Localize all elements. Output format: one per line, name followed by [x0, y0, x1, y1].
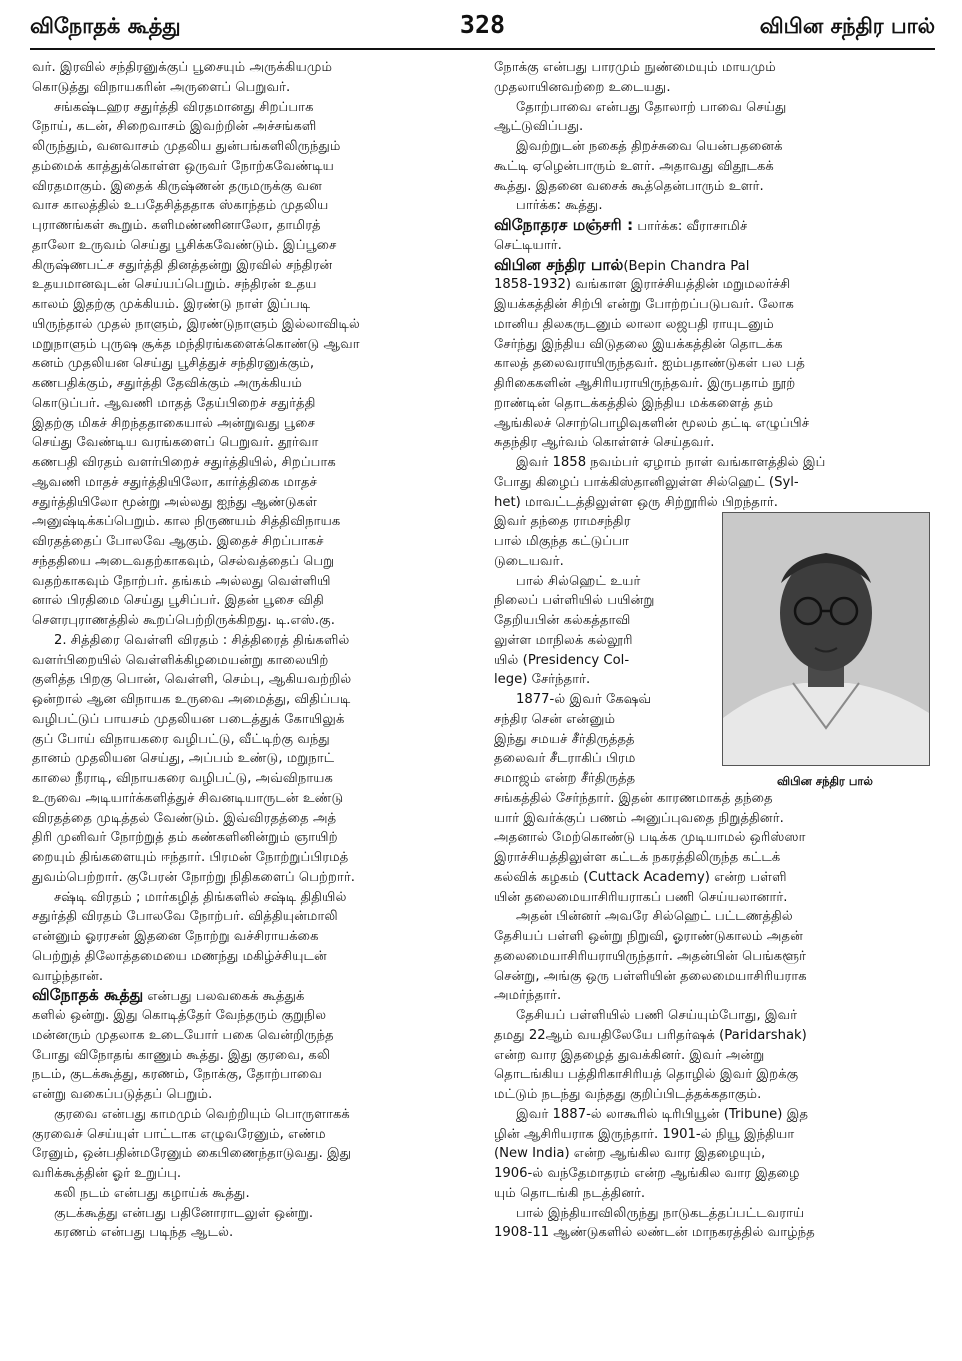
- text-line: கரணம் என்பது படிந்த ஆடல்.: [54, 1225, 234, 1241]
- text-line: லுள்ள மாநிலக் கல்லூரி: [494, 632, 633, 648]
- text-line: குடக்கூத்து என்பது பதினோராடலுள் ஒன்று.: [54, 1205, 314, 1221]
- headword: விநோதரச மஞ்சரி :: [494, 216, 634, 234]
- text-line: புராணங்கள் கூறும். களிமண்ணினாலோ, தாமிரத்: [32, 218, 321, 233]
- entry-text: என்பது பலவகைக் கூத்துக்: [143, 989, 305, 1005]
- text-line: யிருந்தால் முதல் நாளும், இரண்டுநாளும் இல்லாவிடில்: [32, 316, 360, 332]
- text-line: போது கிழைப் பாக்கிஸ்தானிலுள்ள சில்ஹெட் (Syl-: [494, 474, 799, 490]
- text-line: குப் போய் விநாயகரை வழிபட்டு, வீட்டிற்கு வந்து: [32, 731, 330, 747]
- text-line: பார்க்க: கூத்து.: [516, 198, 603, 214]
- text-line: இவர் தந்தை ராமசந்திர: [494, 514, 631, 530]
- entry-bipin-chandra-pal-continued: [494, 789, 930, 1243]
- text-line: சங்கத்தில் சேர்ந்தார். இதன் காரணமாகத் தந்தை: [494, 790, 773, 806]
- text-line: 2. சித்திரை வெள்ளி விரதம் : சித்திரைத் திங்களில்: [54, 632, 350, 648]
- text-line: யார் இவர்க்குப் பணம் அனுப்புவதை நிறுத்தினர்.: [494, 810, 784, 826]
- text-line: ரேனும், ஒன்பதின்மரேனும் கைபிணைந்தாடுவது. இது: [32, 1146, 352, 1162]
- text-line: வரிக்கூத்தின் ஓர் உறுப்பு.: [32, 1166, 182, 1181]
- text-line: இவர் 1887-ல் லாகூரில் டிரிபியூன் (Tribune) இத: [516, 1106, 809, 1122]
- text-line: றையும் திங்களையும் ஈந்தார். பிரமன் நோற்றுப்பிரமத்: [32, 850, 349, 865]
- text-line: யின் தலைமையாசிரியராகப் பணி செய்யலானார்.: [494, 889, 788, 905]
- headword: விநோதக் கூத்து: [32, 986, 144, 1005]
- text-line: ஆங்கிலச் சொற்பொழிவுகளின் மூலம் தட்டி எழுப்பிச்: [494, 415, 810, 431]
- entry-text: (Bepin Chandra Pal: [623, 258, 750, 274]
- text-line: கிருஷ்ணபட்ச சதுர்த்தி தினத்தன்று இரவில் சந்திரன்: [32, 257, 333, 273]
- text-line: ஆட்டுவிப்பது.: [494, 119, 584, 135]
- text-line: நடம், குடக்கூத்து, கரணம், நோக்கு, தோற்பாவை: [32, 1067, 322, 1083]
- text-line: 1908-11 ஆண்டுகளில் லண்டன் மாநகரத்தில் வாழ்ந்த: [494, 1225, 815, 1241]
- figure-block: [494, 512, 930, 789]
- text-line: காலம் இதற்கு முக்கியம். இரண்டு நாள் இப்படி: [32, 297, 311, 312]
- text-line: தோற்பாவை என்பது தோலாற் பாவை செய்து: [516, 99, 787, 115]
- text-line: தேசியப் பள்ளியில் பணி செய்யும்போது, இவர்: [516, 1008, 798, 1023]
- text-line: விரதமாகும். இதைக் கிருஷ்ணன் தருமருக்கு வன: [32, 178, 322, 194]
- text-line: யும் தொடங்கி நடத்தினர்.: [494, 1185, 646, 1201]
- entry-heading-line: [494, 256, 930, 276]
- right-column: [494, 58, 930, 1348]
- text-line: தலைவர் சீடராகிப் பிரம: [494, 751, 636, 767]
- text-line: சமாஜம் என்ற சீர்திருத்த: [494, 771, 636, 786]
- text-line: திரி முனிவர் நோற்றுத் தம் கண்களினின்றும் ஞாயிற்: [32, 830, 338, 846]
- text-line: (New India) என்ற ஆங்கில வார இதழையும்,: [494, 1146, 766, 1162]
- running-head-left: விநோதக் கூத்து: [30, 14, 181, 38]
- text-line: சங்கஷ்டஹர சதுர்த்தி விரதமானது சிறப்பாக: [54, 99, 314, 115]
- text-line: பால் மிகுந்த கட்டுப்பா: [494, 534, 629, 549]
- text-line: குரவை என்பது காமமும் வெற்றியும் பொருளாகக்: [54, 1106, 350, 1122]
- text-line: het) மாவட்டத்திலுள்ள ஒரு சிற்றூரில் பிறந்தார்.: [494, 494, 778, 510]
- text-line: குளித்த பிறகு பொன், வெள்ளி, செம்பு, ஆகியவற்றில்: [32, 672, 352, 688]
- text-line: நோக்கு என்பது பாரமும் நுண்மையும் மாயமும்: [494, 60, 776, 75]
- text-line: கூத்து. இதனை வசைக் கூத்தென்பாரும் உளர்.: [494, 178, 764, 194]
- text-line: காலத் தலைவராயிருந்தவர். ஐம்பதாண்டுகள் பல பத்: [494, 356, 806, 372]
- text-line: மன்னரும் முதலாக உடையோர் பகை வென்றிருந்த: [32, 1027, 334, 1043]
- text-line: அனுஷ்டிக்கப்பெறும். கால நிருணயம் சித்திவிநாயக: [32, 514, 341, 530]
- text-line: 1906-ல் வந்தேமாதரம் என்ற ஆங்கில வார இதழை: [494, 1166, 800, 1181]
- entry-heading-line: [32, 986, 474, 1006]
- text-line: சதுர்த்தி விரதம் போலவே நோற்பர். வித்தியுன்மாலி: [32, 909, 338, 925]
- portrait-caption: விபின சந்திர பால்: [777, 774, 873, 789]
- text-line: னால் பிரதிமை செய்து பூசிப்பர். இதன் பூசை விதி: [32, 593, 324, 609]
- text-line: கலி நடம் என்பது கழாய்க் கூத்து.: [54, 1185, 250, 1201]
- text-line: றாண்டின் தொடக்கத்தில் இந்திய மக்களைத் தம்: [494, 395, 774, 411]
- left-column: [32, 58, 474, 1348]
- text-line: 1877-ல் இவர் கேஷவ்: [516, 692, 652, 707]
- right-column-top-text: [494, 58, 930, 216]
- text-line: இந்து சமயச் சீர்திருத்தத்: [494, 731, 635, 747]
- text-line: சஷ்டி விரதம் ; மார்கழித் திங்களில் சஷ்டி திதியில்: [54, 889, 347, 905]
- text-line: கூட்டி ஏழென்பாரும் உளர். அதாவது விதூடகக்: [494, 158, 774, 174]
- entry-bipin-chandra-pal-intro: [494, 256, 930, 513]
- text-line: தம்மைக் காத்துக்கொள்ள ஒருவர் நோற்கவேண்டிய: [32, 158, 334, 174]
- text-line: அதனால் மேற்கொண்டு படிக்க முடியாமல் ஒரிஸ்ஸா: [494, 830, 806, 846]
- text-line: போது விநோதங் காணும் கூத்து. இது குரவை, கலி: [32, 1047, 331, 1063]
- header-rule: [30, 48, 935, 50]
- page-number: 328: [459, 10, 506, 39]
- text-line: உருவை அடியார்க்களித்துச் சிவனடியாருடன் உண்டு: [32, 790, 344, 806]
- text-line: இவர் 1858 நவம்பர் ஏழாம் நாள் வங்காளத்தில் இப்: [516, 455, 826, 470]
- text-line: உதயமானவுடன் செய்யப்பெறும். சந்திரன் உதய: [32, 277, 317, 293]
- headword: விபின சந்திர பால்: [494, 255, 624, 274]
- text-line: சேர்ந்து இந்திய விடுதலை இயக்கத்தின் தொடக்க: [494, 336, 783, 352]
- text-line: கணபதி விரதம் வளர்பிறைச் சதுர்த்தியில், சிறப்பாக: [32, 455, 336, 470]
- text-line: சந்ததியை அடைவதற்காகவும், செல்வத்தைப் பெறு: [32, 553, 335, 569]
- text-line: தானம் முதலியன செய்து, அப்பம் உண்டு, மறுநாட்: [32, 751, 335, 767]
- text-line: தலைமையாசிரியராயிருந்தார். அதன்பின் பெங்களூர்: [494, 948, 807, 964]
- entry-vinodha-rasa-manjari: விநோதரச மஞ்சரி : பார்க்க: வீராசாமிச்: [494, 216, 748, 234]
- text-line: 1858-1932) வங்காள இராச்சியத்தின் மறுமலர்ச்சி: [494, 277, 791, 293]
- text-line: களில் ஒன்று. இது கொடித்தேர் வேந்தரும் குறுநில: [32, 1008, 327, 1023]
- text-line: மறுநாளும் புருஷ சூக்த மந்திரங்களைக்கொண்டு ஆவா: [32, 336, 360, 352]
- text-line: விரதத்தை முடித்தல் வேண்டும். இவ்விரதத்தை அத்: [32, 810, 337, 826]
- text-line: தமது 22ஆம் வயதிலேயே பரிதர்ஷக் (Paridarshak): [494, 1027, 807, 1043]
- text-line: வழிபட்டுப் பாயசம் முதலியன படைத்துக் கோயிலுக்: [32, 711, 345, 727]
- text-line: தாலோ உருவம் செய்து பூசிக்கவேண்டும். இப்பூசை: [32, 237, 337, 253]
- text-line: சென்று, அங்கு ஒரு பள்ளியின் தலைமையாசிரியராக: [494, 968, 807, 984]
- text-line: கணபதிக்கும், சதுர்த்தி தேவிக்கும் அருக்கியம்: [32, 376, 302, 391]
- text-line: தொடங்கிய பத்திரிகாசிரியத் தொழில் இவர் இறக்கு: [494, 1067, 799, 1083]
- text-line: நிலைப் பள்ளியில் பயின்று: [494, 593, 655, 609]
- text-line: மானிய திலகருடனும் லாலா லஜபதி ராயுடனும்: [494, 316, 774, 332]
- text-line: கனம் முதலியன செய்து பூசித்துச் சந்திரனுக்கும்,: [32, 356, 315, 372]
- text-line: கொடுப்பர். ஆவணி மாதத் தேய்பிறைச் சதுர்த்தி: [32, 395, 316, 411]
- text-line: பால் சில்ஹெட் உயர்: [516, 573, 641, 589]
- text-line: செட்டியார்.: [494, 237, 562, 253]
- text-line: காலை நீராடி, விநாயகரை வழிபட்டு, அவ்விநாயக: [32, 771, 333, 786]
- text-line: lege) சேர்ந்தார்.: [494, 672, 591, 688]
- text-line: இவற்றுடன் நகைத் திறச்சுவை யென்பதனைக்: [516, 139, 783, 154]
- text-line: இதற்கு மிகச் சிறந்ததாகையால் அன்றுவது பூசை: [32, 415, 315, 431]
- text-line: அமர்ந்தார்.: [494, 988, 562, 1004]
- text-line: என்னும் ஓரரசன் இதனை நோற்று வச்சிராயக்கை: [32, 929, 319, 944]
- text-line: டுடையவர்.: [494, 553, 564, 569]
- text-line: யில் (Presidency Col-: [494, 652, 630, 668]
- text-line: தேறியபின் கல்கத்தாவி: [494, 613, 631, 628]
- text-line: வாச காலத்தில் உபதேசித்ததாக ஸ்காந்தம் முதலிய: [32, 198, 329, 214]
- text-line: கொடுத்து விநாயகரின் அருளைப் பெறுவர்.: [32, 79, 291, 95]
- text-line: என்ற வார இதழைத் துவக்கினர். இவர் அன்று: [494, 1047, 765, 1063]
- text-line: தேசியப் பள்ளி ஒன்று நிறுவி, ஓராண்டுகாலம் அதன்: [494, 929, 803, 944]
- narrow-text-beside-portrait: [494, 512, 709, 789]
- text-line: லிருந்தும், வனவாசம் முதலிய துன்பங்களிலிருந்தும்: [32, 139, 341, 154]
- text-line: வாழ்ந்தான்.: [32, 968, 104, 984]
- text-line: இராச்சியத்திலுள்ள கட்டக் நகரத்திலிருந்த கட்டக்: [494, 850, 781, 865]
- text-line: ழின் ஆசிரியராக இருந்தார். 1901-ல் நியூ இந்தியா: [494, 1126, 795, 1142]
- text-line: சௌரபுராணத்தில் கூறப்பெற்றிருக்கிறது. டி.எஸ்.கு.: [32, 613, 335, 628]
- text-line: கல்விக் கழகம் (Cuttack Academy) என்ற பள்ளி: [494, 869, 787, 885]
- text-line: முதலாயினவற்றை உடையது.: [494, 79, 671, 95]
- text-line: நோய், கடன், சிறைவாசம் இவற்றின் அச்சங்களி: [32, 119, 317, 135]
- text-line: என்று வகைப்படுத்தப் பெறும்.: [32, 1087, 213, 1102]
- text-line: மட்டும் நடந்து வந்தது குறிப்பிடத்தக்கதாகும்.: [494, 1087, 762, 1102]
- text-line: பெற்றுத் திலோத்தமையை மணந்து மகிழ்ச்சியுடன்: [32, 948, 327, 964]
- text-line: வதற்காகவும் நோற்பர். தங்கம் அல்லது வெள்ளியி: [32, 573, 331, 589]
- text-line: இயக்கத்தின் சிற்பி என்று போற்றப்படுபவர். லோக: [494, 297, 794, 312]
- text-line: வளர்பிறையில் வெள்ளிக்கிழமையன்று காலையிற்: [32, 652, 329, 668]
- running-head-right: விபின சந்திர பால்: [759, 14, 935, 38]
- text-line: ஆவணி மாதச் சதுர்த்தியிலோ, கார்த்திகை மாதச்: [32, 474, 317, 490]
- text-line: துவம்பெற்றார். குபேரன் நோற்று நிதிகளைப் பெற்றார்.: [32, 869, 355, 885]
- text-line: திரிகைகளின் ஆசிரியராயிருந்தவர். இருபதாம் நூற்: [494, 376, 796, 391]
- text-line: ஒன்றால் ஆன விநாயக உருவை அமைத்து, விதிப்படி: [32, 692, 351, 707]
- text-line: செய்து வேண்டிய வரங்களைப் பெறுவர். தூர்வா: [32, 435, 319, 451]
- text-line: சுதந்திர ஆர்வம் கொள்ளச் செய்தவர்.: [494, 435, 715, 451]
- text-line: சதுர்த்தியிலோ மூன்று அல்லது ஐந்து ஆண்டுகள்: [32, 494, 317, 510]
- page-header: [30, 8, 935, 48]
- text-line: விரதத்தைப் போலவே ஆகும். இதைச் சிறப்பாகச்: [32, 534, 324, 549]
- portrait-photo: [722, 512, 930, 766]
- text-line: பால் இந்தியாவிலிருந்து நாடுகடத்தப்பட்டவராய்: [516, 1205, 805, 1221]
- text-line: வர். இரவில் சந்திரனுக்குப் பூசையும் அருக்கியமும்: [32, 60, 333, 75]
- text-line: குரவைச் செய்யுள் பாட்டாக எழுவரேனும், எண்ம: [32, 1126, 326, 1142]
- text-line: அதன் பின்னர் அவரே சில்ஹெட் பட்டணத்தில்: [516, 909, 793, 925]
- text-line: சந்திர சென் என்னும்: [494, 711, 616, 727]
